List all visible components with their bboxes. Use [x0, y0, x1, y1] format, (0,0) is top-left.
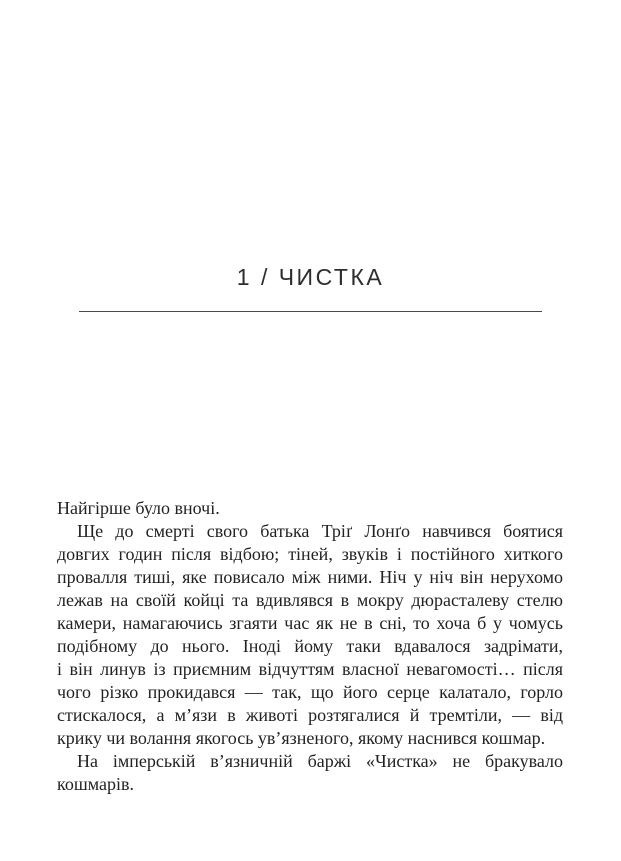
text-line: стискалося, а м’язи в животі розтягалися й тремтіли, — від: [57, 705, 563, 725]
text-line: камери, намагаючись згаяти час як не в сні, то хоча б у чомусь: [57, 613, 563, 633]
text-line: довгих годин після відбою; тіней, звуків і постійного хиткого: [57, 544, 563, 564]
chapter-rule-divider: [79, 311, 542, 312]
text-line: подібному до нього. Іноді йому таки вдавалося задрімати,: [57, 636, 563, 656]
chapter-heading: 1 / ЧИСТКА: [236, 264, 385, 290]
paragraph: [57, 497, 563, 520]
paragraph: [57, 520, 563, 750]
text-line: крику чи волання якогось ув’язненого, якому наснився кошмар.: [57, 728, 546, 748]
text-line: Ще до смерті свого батька Тріґ Лонґо навчився боятися: [77, 521, 563, 541]
body-text: [57, 497, 563, 796]
text-line: кошмарів.: [57, 774, 134, 794]
paragraph: [57, 750, 563, 796]
text-line: лежав на своїй койці та вдивлявся в мокру дюрасталеву стелю: [57, 590, 563, 610]
text-line: чого різко прокидався — так, що його серце калатало, горло: [57, 682, 563, 702]
text-line: Найгірше було вночі.: [57, 498, 220, 518]
text-line: На імперській в’язничній баржі «Чистка» не бракувало: [77, 751, 563, 771]
text-line: провалля тиші, яке повисало між ними. Ніч у ніч він нерухомо: [57, 567, 563, 587]
text-line: і він линув із приємним відчуттям власної невагомості… після: [57, 659, 563, 679]
